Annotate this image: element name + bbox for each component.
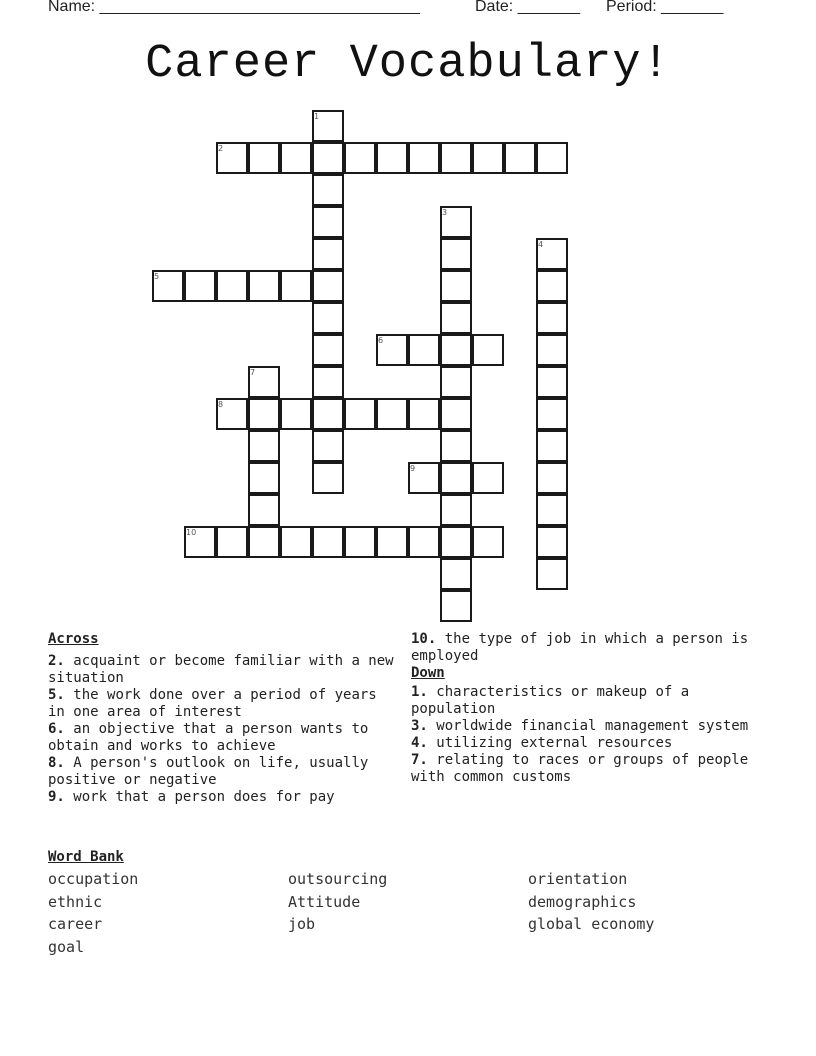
crossword-cell[interactable] xyxy=(312,142,344,174)
crossword-cell[interactable] xyxy=(280,526,312,558)
crossword-cell[interactable] xyxy=(440,142,472,174)
crossword-cell[interactable] xyxy=(312,334,344,366)
crossword-cell[interactable] xyxy=(536,526,568,558)
word-bank-item: orientation xyxy=(528,870,628,888)
crossword-cell[interactable] xyxy=(248,142,280,174)
crossword-cell[interactable] xyxy=(216,270,248,302)
word-bank-item: goal xyxy=(48,938,85,956)
crossword-cell[interactable] xyxy=(536,462,568,494)
crossword-cell[interactable] xyxy=(440,558,472,590)
crossword-cell[interactable] xyxy=(344,526,376,558)
crossword-cell[interactable] xyxy=(408,334,440,366)
crossword-cell[interactable] xyxy=(312,366,344,398)
clue-number: 10 xyxy=(186,528,197,537)
crossword-cell[interactable] xyxy=(536,430,568,462)
crossword-cell[interactable] xyxy=(536,302,568,334)
crossword-cell[interactable] xyxy=(440,398,472,430)
crossword-cell[interactable] xyxy=(504,142,536,174)
crossword-cell[interactable] xyxy=(312,526,344,558)
crossword-cell[interactable] xyxy=(376,526,408,558)
crossword-cell[interactable] xyxy=(440,526,472,558)
crossword-cell[interactable] xyxy=(536,142,568,174)
crossword-cell[interactable] xyxy=(440,334,472,366)
crossword-cell[interactable] xyxy=(312,398,344,430)
crossword-cell[interactable] xyxy=(312,430,344,462)
crossword-cell[interactable] xyxy=(248,430,280,462)
crossword-cell[interactable] xyxy=(440,366,472,398)
crossword-cell[interactable] xyxy=(440,430,472,462)
across-clues xyxy=(48,631,396,806)
crossword-cell[interactable] xyxy=(280,398,312,430)
word-bank-item: ethnic xyxy=(48,893,103,911)
crossword-cell[interactable] xyxy=(248,270,280,302)
crossword-cell[interactable] xyxy=(312,206,344,238)
period-field[interactable]: Period: _______ xyxy=(606,0,724,15)
crossword-cell[interactable] xyxy=(376,142,408,174)
clue-number: 2 xyxy=(218,144,224,153)
crossword-cell[interactable] xyxy=(280,142,312,174)
crossword-cell[interactable] xyxy=(472,334,504,366)
crossword-cell[interactable] xyxy=(280,270,312,302)
crossword-cell[interactable] xyxy=(440,238,472,270)
crossword-cell[interactable] xyxy=(536,270,568,302)
crossword-cell[interactable] xyxy=(440,270,472,302)
crossword-cell[interactable] xyxy=(312,302,344,334)
clue-across-6: 6. an objective that a person wants to obtain and works to achieve xyxy=(48,721,369,754)
clue-number: 4 xyxy=(538,240,544,249)
clue-number: 9 xyxy=(410,464,416,473)
word-bank-item: demographics xyxy=(528,893,637,911)
crossword-cell[interactable] xyxy=(472,526,504,558)
crossword-cell[interactable] xyxy=(536,366,568,398)
crossword-cell[interactable] xyxy=(536,398,568,430)
word-bank-item: Attitude xyxy=(288,893,361,911)
clue-across-2: 2. acquaint or become familiar with a new situation xyxy=(48,653,394,686)
clue-number: 5 xyxy=(154,272,160,281)
word-bank-item: global economy xyxy=(528,915,655,933)
crossword-cell[interactable] xyxy=(248,398,280,430)
crossword-cell[interactable] xyxy=(248,526,280,558)
crossword-cell[interactable] xyxy=(248,494,280,526)
clue-number: 3 xyxy=(442,208,448,217)
crossword-cell[interactable] xyxy=(408,142,440,174)
crossword-cell[interactable] xyxy=(216,526,248,558)
word-bank-title: Word Bank xyxy=(48,849,124,865)
clue-down-1: 1. characteristics or makeup of a population xyxy=(411,684,690,717)
clue-across-5: 5. the work done over a period of years in one area of interest xyxy=(48,687,377,720)
crossword-cell[interactable] xyxy=(440,590,472,622)
crossword-cell[interactable] xyxy=(248,462,280,494)
down-heading: Down xyxy=(411,665,445,681)
clue-across-8: 8. A person's outlook on life, usually positive or negative xyxy=(48,755,369,788)
word-bank-item: job xyxy=(288,915,316,933)
crossword-cell[interactable] xyxy=(344,142,376,174)
crossword-cell[interactable] xyxy=(440,302,472,334)
page-title: Career Vocabulary! xyxy=(145,38,671,91)
name-field[interactable]: Name: ____________________________________ xyxy=(48,0,420,15)
clue-number: 1 xyxy=(314,112,320,121)
crossword-cell[interactable] xyxy=(376,398,408,430)
crossword-cell[interactable] xyxy=(312,270,344,302)
more-clues xyxy=(411,631,771,786)
word-bank-item: occupation xyxy=(48,870,139,888)
clue-number: 6 xyxy=(378,336,384,345)
crossword-cell[interactable] xyxy=(440,494,472,526)
crossword-cell[interactable] xyxy=(536,494,568,526)
crossword-cell[interactable] xyxy=(312,238,344,270)
date-field[interactable]: Date: _______ xyxy=(475,0,580,15)
crossword-cell[interactable] xyxy=(312,462,344,494)
crossword-cell[interactable] xyxy=(344,398,376,430)
crossword-cell[interactable] xyxy=(472,462,504,494)
crossword-cell[interactable] xyxy=(536,558,568,590)
clue-down-7: 7. relating to races or groups of people with common customs xyxy=(411,752,749,785)
crossword-cell[interactable] xyxy=(408,398,440,430)
word-bank-item: career xyxy=(48,915,103,933)
clue-across-9: 9. work that a person does for pay xyxy=(48,789,335,805)
crossword-cell[interactable] xyxy=(536,334,568,366)
word-bank-item: outsourcing xyxy=(288,870,388,888)
clue-down-3: 3. worldwide financial management system xyxy=(411,718,749,734)
clue-number: 7 xyxy=(250,368,256,377)
crossword-cell[interactable] xyxy=(472,142,504,174)
clue-down-4: 4. utilizing external resources xyxy=(411,735,673,751)
crossword-cell[interactable] xyxy=(408,526,440,558)
across-heading: Across xyxy=(48,631,99,647)
clue-number: 8 xyxy=(218,400,224,409)
crossword-cell[interactable] xyxy=(184,270,216,302)
clue-across-10: 10. the type of job in which a person is employed xyxy=(411,631,749,664)
crossword-cell[interactable] xyxy=(440,462,472,494)
crossword-cell[interactable] xyxy=(312,174,344,206)
